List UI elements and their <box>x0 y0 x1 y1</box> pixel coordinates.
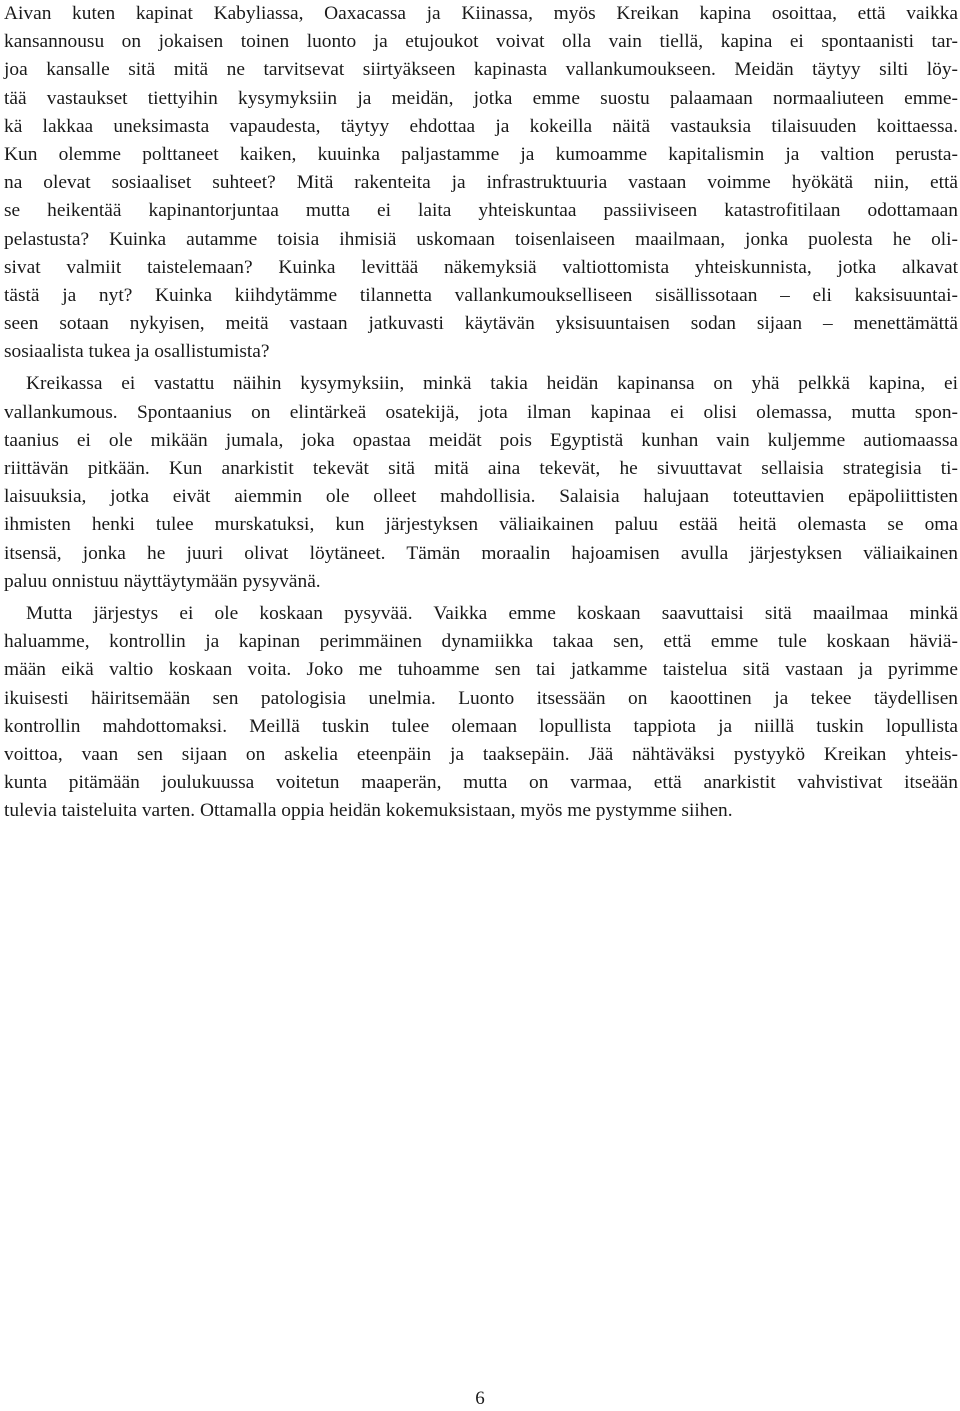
text-line: voittoa, vaan sen sijaan on askelia eteenpäin ja taaksepäin. Jää nähtäväksi pystyykö Kreikan yhteis- <box>4 743 958 765</box>
paragraph <box>4 370 958 596</box>
text-line: na olevat sosiaaliset suhteet? Mitä rakenteita ja infrastruktuuria vastaan voimme hyökätä niin, että <box>4 172 958 194</box>
paragraph <box>4 600 958 826</box>
paragraph <box>4 0 958 366</box>
text-line: haluamme, kontrollin ja kapinan perimmäinen dynamiikka takaa sen, että emme tule koskaan häviä- <box>4 631 958 653</box>
text-line: se heikentää kapinantorjuntaa mutta ei laita yhteiskuntaa passiiviseen katastrofitilaan odottamaan <box>4 200 958 222</box>
text-line: tää vastaukset tiettyihin kysymyksiin ja meidän, jotka emme suostu palaamaan normaaliuteen emme- <box>4 87 958 109</box>
text-line: mään eikä valtio koskaan voita. Joko me tuhoamme sen tai jatkamme taistelua sitä vastaan ja pyrimme <box>4 659 958 681</box>
text-line: sosiaalista tukea ja osallistumista? <box>4 341 270 363</box>
text-line: riittävän pitkään. Kun anarkistit tekevät sitä mitä aina tekevät, he sivuuttavat sellaisia strategisia ti- <box>4 458 958 479</box>
text-line: sivat valmiit taistelemaan? Kuinka levittää näkemyksiä valtiottomista yhteiskunnista, jotka alkavat <box>4 256 958 278</box>
text-line: laisuuksia, jotka eivät aiemmin ole olleet mahdollisia. Salaisia halujaan toteuttavien epäpoliittisten <box>4 486 958 508</box>
body-text <box>4 0 958 829</box>
text-line: Kun olemme polttaneet kaiken, kuuinka paljastamme ja kumoamme kapitalismin ja valtion perusta- <box>4 143 958 165</box>
text-line: tulevia taisteluita varten. Ottamalla oppia heidän kokemuksistaan, myös me pystymme siihen. <box>4 800 733 822</box>
text-line: kä lakkaa uneksimasta vapaudesta, täytyy ehdottaa ja kokeilla näitä vastauksia tilaisuuden koittaessa. <box>4 115 958 137</box>
text-line: kansannousu on jokaisen toinen luonto ja etujoukot voivat olla vain tiellä, kapina ei spontaanisti tar- <box>4 31 958 53</box>
text-line: seen sotaan nykyisen, meitä vastaan jatkuvasti käytävän yksisuuntaisen sodan sijaan – menettämättä <box>4 313 958 335</box>
text-line: taanius ei ole mikään jumala, joka opastaa meidät pois Egyptistä kunhan vain kuljemme autiomaassa <box>4 429 958 451</box>
text-line: paluu onnistuu näyttäytymään pysyvänä. <box>4 570 321 592</box>
text-line: ikuisesti häiritsemään sen patologisia unelmia. Luonto itsessään on kaoottinen ja tekee täydellisen <box>4 687 958 709</box>
text-line: ihmisten henki tulee murskatuksi, kun järjestyksen väliaikainen paluu estää heitä olemasta se oma <box>4 514 958 536</box>
page-number: 6 <box>475 1388 485 1409</box>
text-line: joa kansalle sitä mitä ne tarvitsevat siirtyäkseen kapinasta vallankumoukseen. Meidän täytyy silti löy- <box>4 59 958 81</box>
text-line: pelastusta? Kuinka autamme toisia ihmisiä uskomaan toisenlaiseen maailmaan, jonka puolesta he oli- <box>4 228 958 250</box>
text-line: itsensä, jonka he juuri olivat löytäneet. Tämän moraalin hajoamisen avulla järjestyksen väliaikainen <box>4 542 958 564</box>
text-line: Aivan kuten kapinat Kabyliassa, Oaxacassa ja Kiinassa, myös Kreikan kapina osoittaa, että vaikka <box>4 3 958 24</box>
text-line: tästä ja nyt? Kuinka kiihdytämme tilannetta vallankumoukselliseen sisällissotaan – eli kaksisuuntai- <box>4 284 958 306</box>
text-line: Mutta järjestys ei ole koskaan pysyvää. Vaikka emme koskaan saavuttaisi sitä maailmaa minkä <box>26 602 958 624</box>
text-line: vallankumous. Spontaanius on elintärkeä osatekijä, jota ilman kapinaa ei olisi olemassa, mutta spon- <box>4 401 958 423</box>
text-line: Kreikassa ei vastattu näihin kysymyksiin, minkä takia heidän kapinansa on yhä pelkkä kapina, ei <box>26 373 958 395</box>
text-line: kunta pitämään joulukuussa voitetun maaperän, mutta on varmaa, että anarkistit vahvistivat itseään <box>4 772 958 794</box>
text-line: kontrollin mahdottomaksi. Meillä tuskin tulee olemaan lopullista tappiota ja niillä tuskin lopullista <box>4 715 958 737</box>
